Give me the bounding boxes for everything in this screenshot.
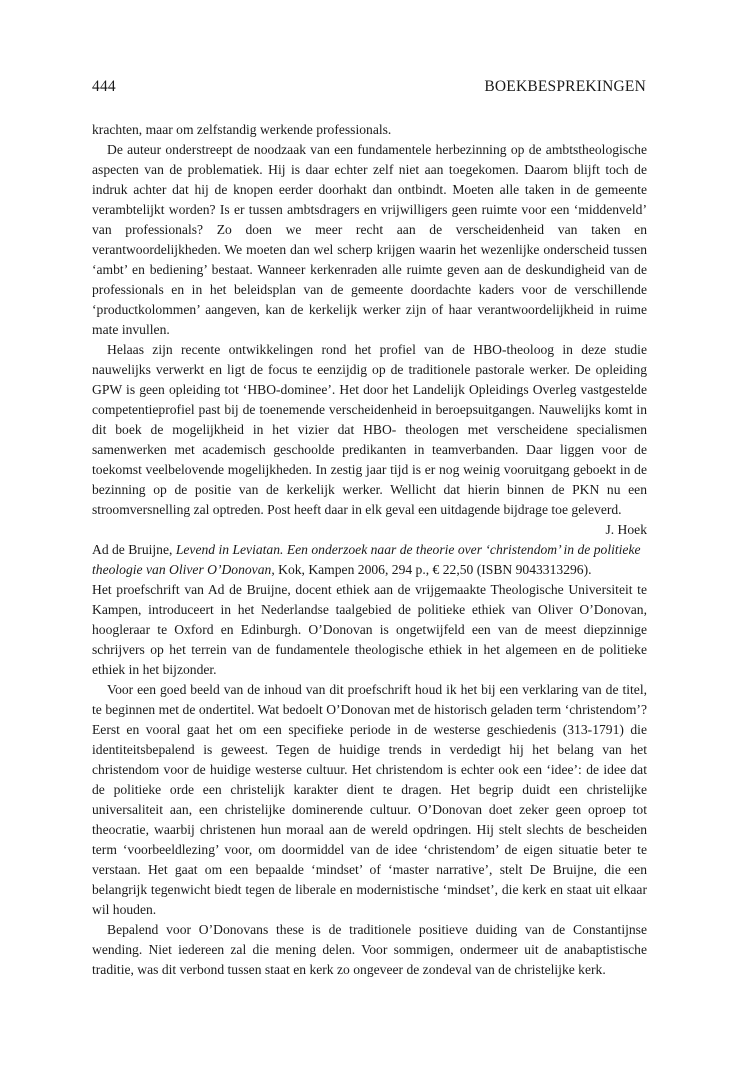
page-body <box>92 120 647 980</box>
paragraph: Het proefschrift van Ad de Bruijne, docent ethiek aan de vrijgemaakte Theologische Universiteit te Kampen, introduceert in het Nederlandse taalgebied de politieke ethiek van Oliver O’Donovan, hoogleraar te Oxford en Edinburgh. O’Donovan is ongetwijfeld een van de meest diepzinnige schrijvers op het terrein van de fundamentele theologische ethiek in het algemeen en de politieke ethiek in het bijzonder. <box>92 582 647 677</box>
paragraph: De auteur onderstreept de noodzaak van een fundamentele herbezinning op de ambtstheologische aspecten van de problematiek. Hij is daar echter zelf niet aan toegekomen. Daarom blijft toch de indruk achter dat hij de knopen eerder doorhakt dan ontbindt. Moeten alle taken in de gemeente verambtelijkt worden? Is er tussen ambtsdragers en vrijwilligers geen ruimte voor een ‘middenveld’ van professionals? Zo doen we meer recht aan de verscheidenheid van taken en verantwoordelijkheden. We moeten dan wel scherp krijgen waarin het wezenlijke onderscheid tussen ‘ambt’ en bediening’ bestaat. Wanneer kerkenraden alle ruimte geven aan de deskundigheid van de professionals en in het beleidsplan van de gemeente doordachte kaders voor de verschillende ‘productkolommen’ aangeven, kan de kerkelijk werker zijn of haar verantwoordelijkheid in ruime mate invullen. <box>92 142 647 337</box>
paragraph-continued: krachten, maar om zelfstandig werkende professionals. <box>92 122 392 137</box>
running-head <box>92 78 646 96</box>
book-citation <box>92 540 647 580</box>
paragraph: Bepalend voor O’Donovans these is de traditionele positieve duiding van de Constantijnse wending. Niet iedereen zal die mening delen. Voor sommigen, ondermeer uit de anabaptistische traditie, was dit verbond tussen staat en kerk zo ongeveer de zondeval van de christelijke kerk. <box>92 922 647 977</box>
paragraph: Voor een goed beeld van de inhoud van dit proefschrift houd ik het bij een verklaring van de titel, te beginnen met de ondertitel. Wat bedoelt O’Donovan met de historisch geladen term ‘christendom’? Eerst en vooral gaat het om een specifieke periode in de westerse geschiedenis (313-1791) die identiteitsbepalend is geweest. Tegen de huidige trends in verdedigt hij het belang van het christendom voor de huidige westerse cultuur. Het christendom is echter ook een ‘idee’: de idee dat de politieke orde een christelijk karakter dient te dragen. Het begrip duidt een christelijke universaliteit aan, een christelijke dominerende cultuur. O’Donovan doet zeker geen oproep tot theocratie, waarbij christenen hun moraal aan de wereld opdringen. Hij stelt slechts de bescheiden term ‘voorbeeldlezing’ voor, om doormiddel van de idee ‘christendom’ de eigen situatie beter te verstaan. Het gaat om een bepaalde ‘mindset’ of ‘master narrative’, stelt De Bruijne, die een belangrijk tegenwicht biedt tegen de liberale en modernistische ‘mindset’, die kerk en staat uit elkaar wil houden. <box>92 682 647 917</box>
book-author: Ad de Bruijne, <box>92 542 176 557</box>
paragraph: Helaas zijn recente ontwikkelingen rond het profiel van de HBO-theoloog in deze studie nauwelijks verwerkt en ligt de focus te eenzijdig op de traditionele pastorale werker. De opleiding GPW is geen opleiding tot ‘HBO-dominee’. Het door het Landelijk Opleidings Overleg vastgestelde competentieprofiel past bij de toenemende verscheidenheid in beroepsuitgangen. Nauwelijks komt in dit boek de mogelijkheid in het vizier dat HBO- theologen met verscheidene specialismen samenwerken met academisch geschoolde predikanten in teamverbanden. Daar liggen voor de toekomst veelbelovende mogelijkheden. In zestig jaar tijd is er nog weinig vooruitgang geboekt in de bezinning op de positie van de kerkelijk werker. Wellicht dat hierin binnen de PKN nu een stroomversnelling zal optreden. Post heeft daar in elk geval een uitdagende bijdrage toe geleverd. <box>92 342 647 517</box>
book-details: , Kok, Kampen 2006, 294 p., € 22,50 (ISBN 9043313296). <box>271 562 592 577</box>
section-title: BOEKBESPREKINGEN <box>484 78 646 95</box>
page-number: 444 <box>92 78 116 95</box>
reviewer-signature: J. Hoek <box>605 522 647 537</box>
book-title: Levend in Leviatan. Een onderzoek naar de theorie over ‘christendom’ in de politieke theologie van Oliver O’Donovan <box>92 542 641 577</box>
